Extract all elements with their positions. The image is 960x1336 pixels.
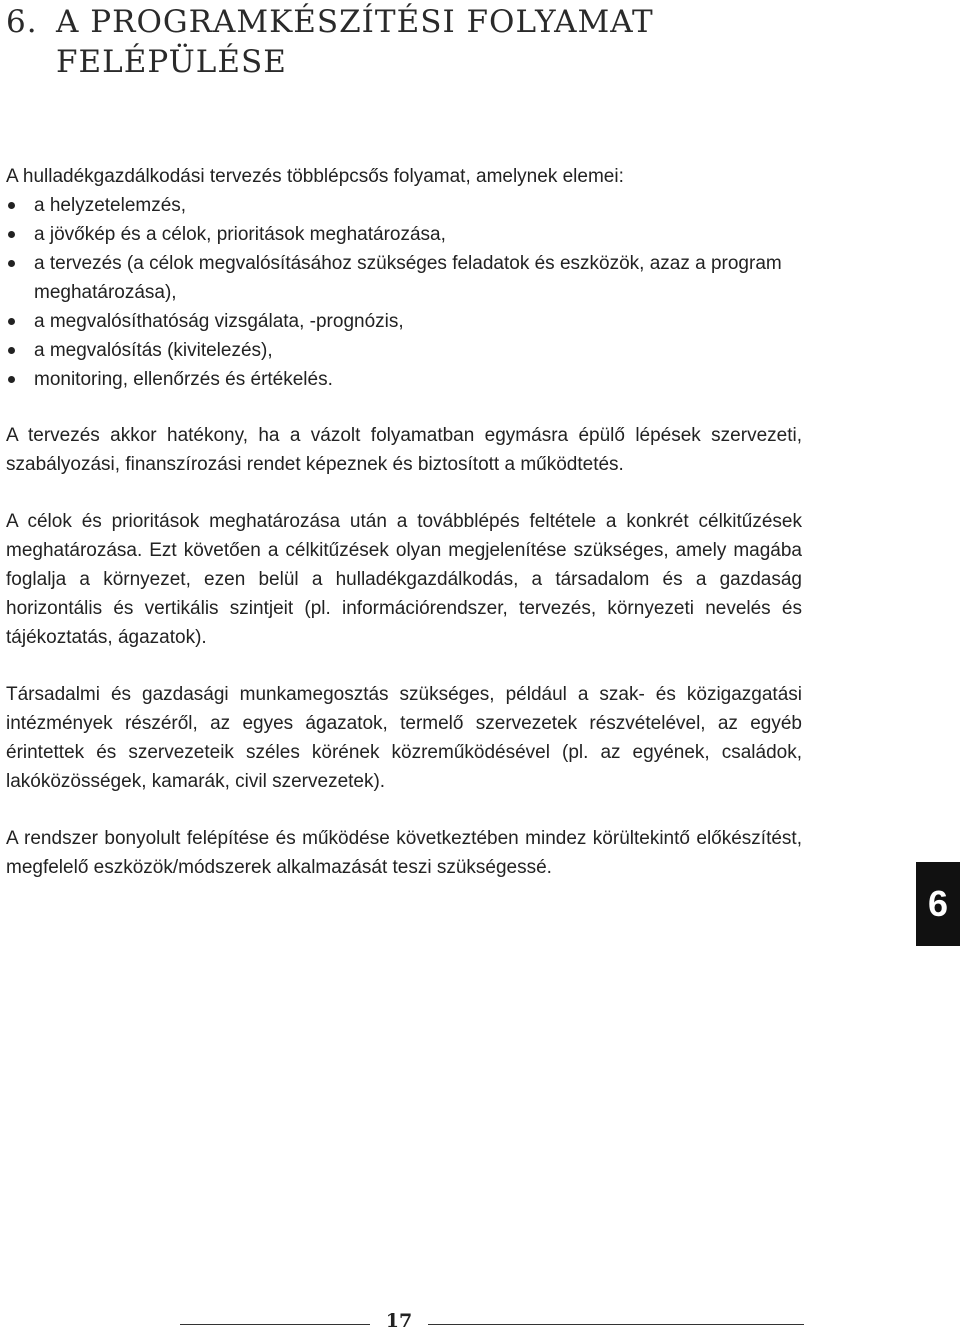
paragraph-preparation: A rendszer bonyolult felépítése és működése következtében mindez körültekintő előkészítést, megfelelő eszközök/módszerek alkalmazását teszi szükségessé. — [6, 828, 802, 878]
bullet-icon — [8, 347, 15, 354]
chapter-number: 6. — [6, 4, 38, 40]
list-item-text: a megvalósítás (kivitelezés), — [34, 340, 273, 361]
bullet-icon — [8, 202, 15, 209]
list-item — [6, 307, 806, 336]
bullet-icon — [8, 260, 15, 267]
paragraph-efficiency: A tervezés akkor hatékony, ha a vázolt folyamatban egymásra épülő lépések szervezeti, szabályozási, finanszírozási rendet képeznek és biztosított a működtetés. — [6, 425, 802, 475]
chapter-title-line-1 — [6, 2, 766, 42]
bullet-icon — [8, 376, 15, 383]
paragraph-division-of-labour: Társadalmi és gazdasági munkamegosztás szükséges, például a szak- és közigazgatási intézmények részéről, az egyes ágazatok, termelő szervezetek részvételével, az egyéb érintettek és szervezeteik széles körének közreműködésével (pl. az egyének, családok, lakóközösségek, kamarák, civil szervezetek). — [6, 684, 802, 792]
intro-paragraph: A hulladékgazdálkodási tervezés többlépcsős folyamat, amelynek elemei: — [6, 166, 624, 187]
list-item-text: a tervezés (a célok megvalósításához szükséges feladatok és eszközök, azaz a program meghatározása), — [34, 253, 782, 303]
paragraph-objectives: A célok és prioritások meghatározása után a továbblépés feltétele a konkrét célkitűzések meghatározása. Ezt követően a célkitűzések olyan megjelenítése szükséges, amely magába foglalja a környezet, ezen belül a hulladékgazdálkodás, a társadalom és a gazdaság horizontális és vertikális szintjeit (pl. információrendszer, tervezés, környezeti nevelés és tájékoztatás, ágazatok). — [6, 511, 802, 648]
list-item-text: a helyzetelemzés, — [34, 195, 187, 216]
list-item-text: monitoring, ellenőrzés és értékelés. — [34, 369, 333, 390]
chapter-title — [6, 2, 766, 82]
bullet-icon — [8, 318, 15, 325]
list-item — [6, 336, 806, 365]
chapter-title-text-1: A PROGRAMKÉSZÍTÉSI FOLYAMAT — [56, 4, 654, 40]
page-number: 17 — [385, 1310, 413, 1332]
list-item — [6, 249, 806, 307]
list-item — [6, 191, 806, 220]
footer-rule-right — [428, 1324, 804, 1325]
list-item-text: a megvalósíthatóság vizsgálata, -prognózis, — [34, 311, 404, 332]
list-item — [6, 220, 806, 249]
chapter-tab-marker: 6 — [916, 862, 960, 946]
footer-rule-left — [180, 1324, 370, 1325]
list-item-text: a jövőkép és a célok, prioritások meghatározása, — [34, 224, 446, 245]
chapter-title-line-2: FELÉPÜLÉSE — [56, 44, 287, 80]
bullet-list — [6, 191, 806, 394]
bullet-icon — [8, 231, 15, 238]
list-item — [6, 365, 806, 394]
